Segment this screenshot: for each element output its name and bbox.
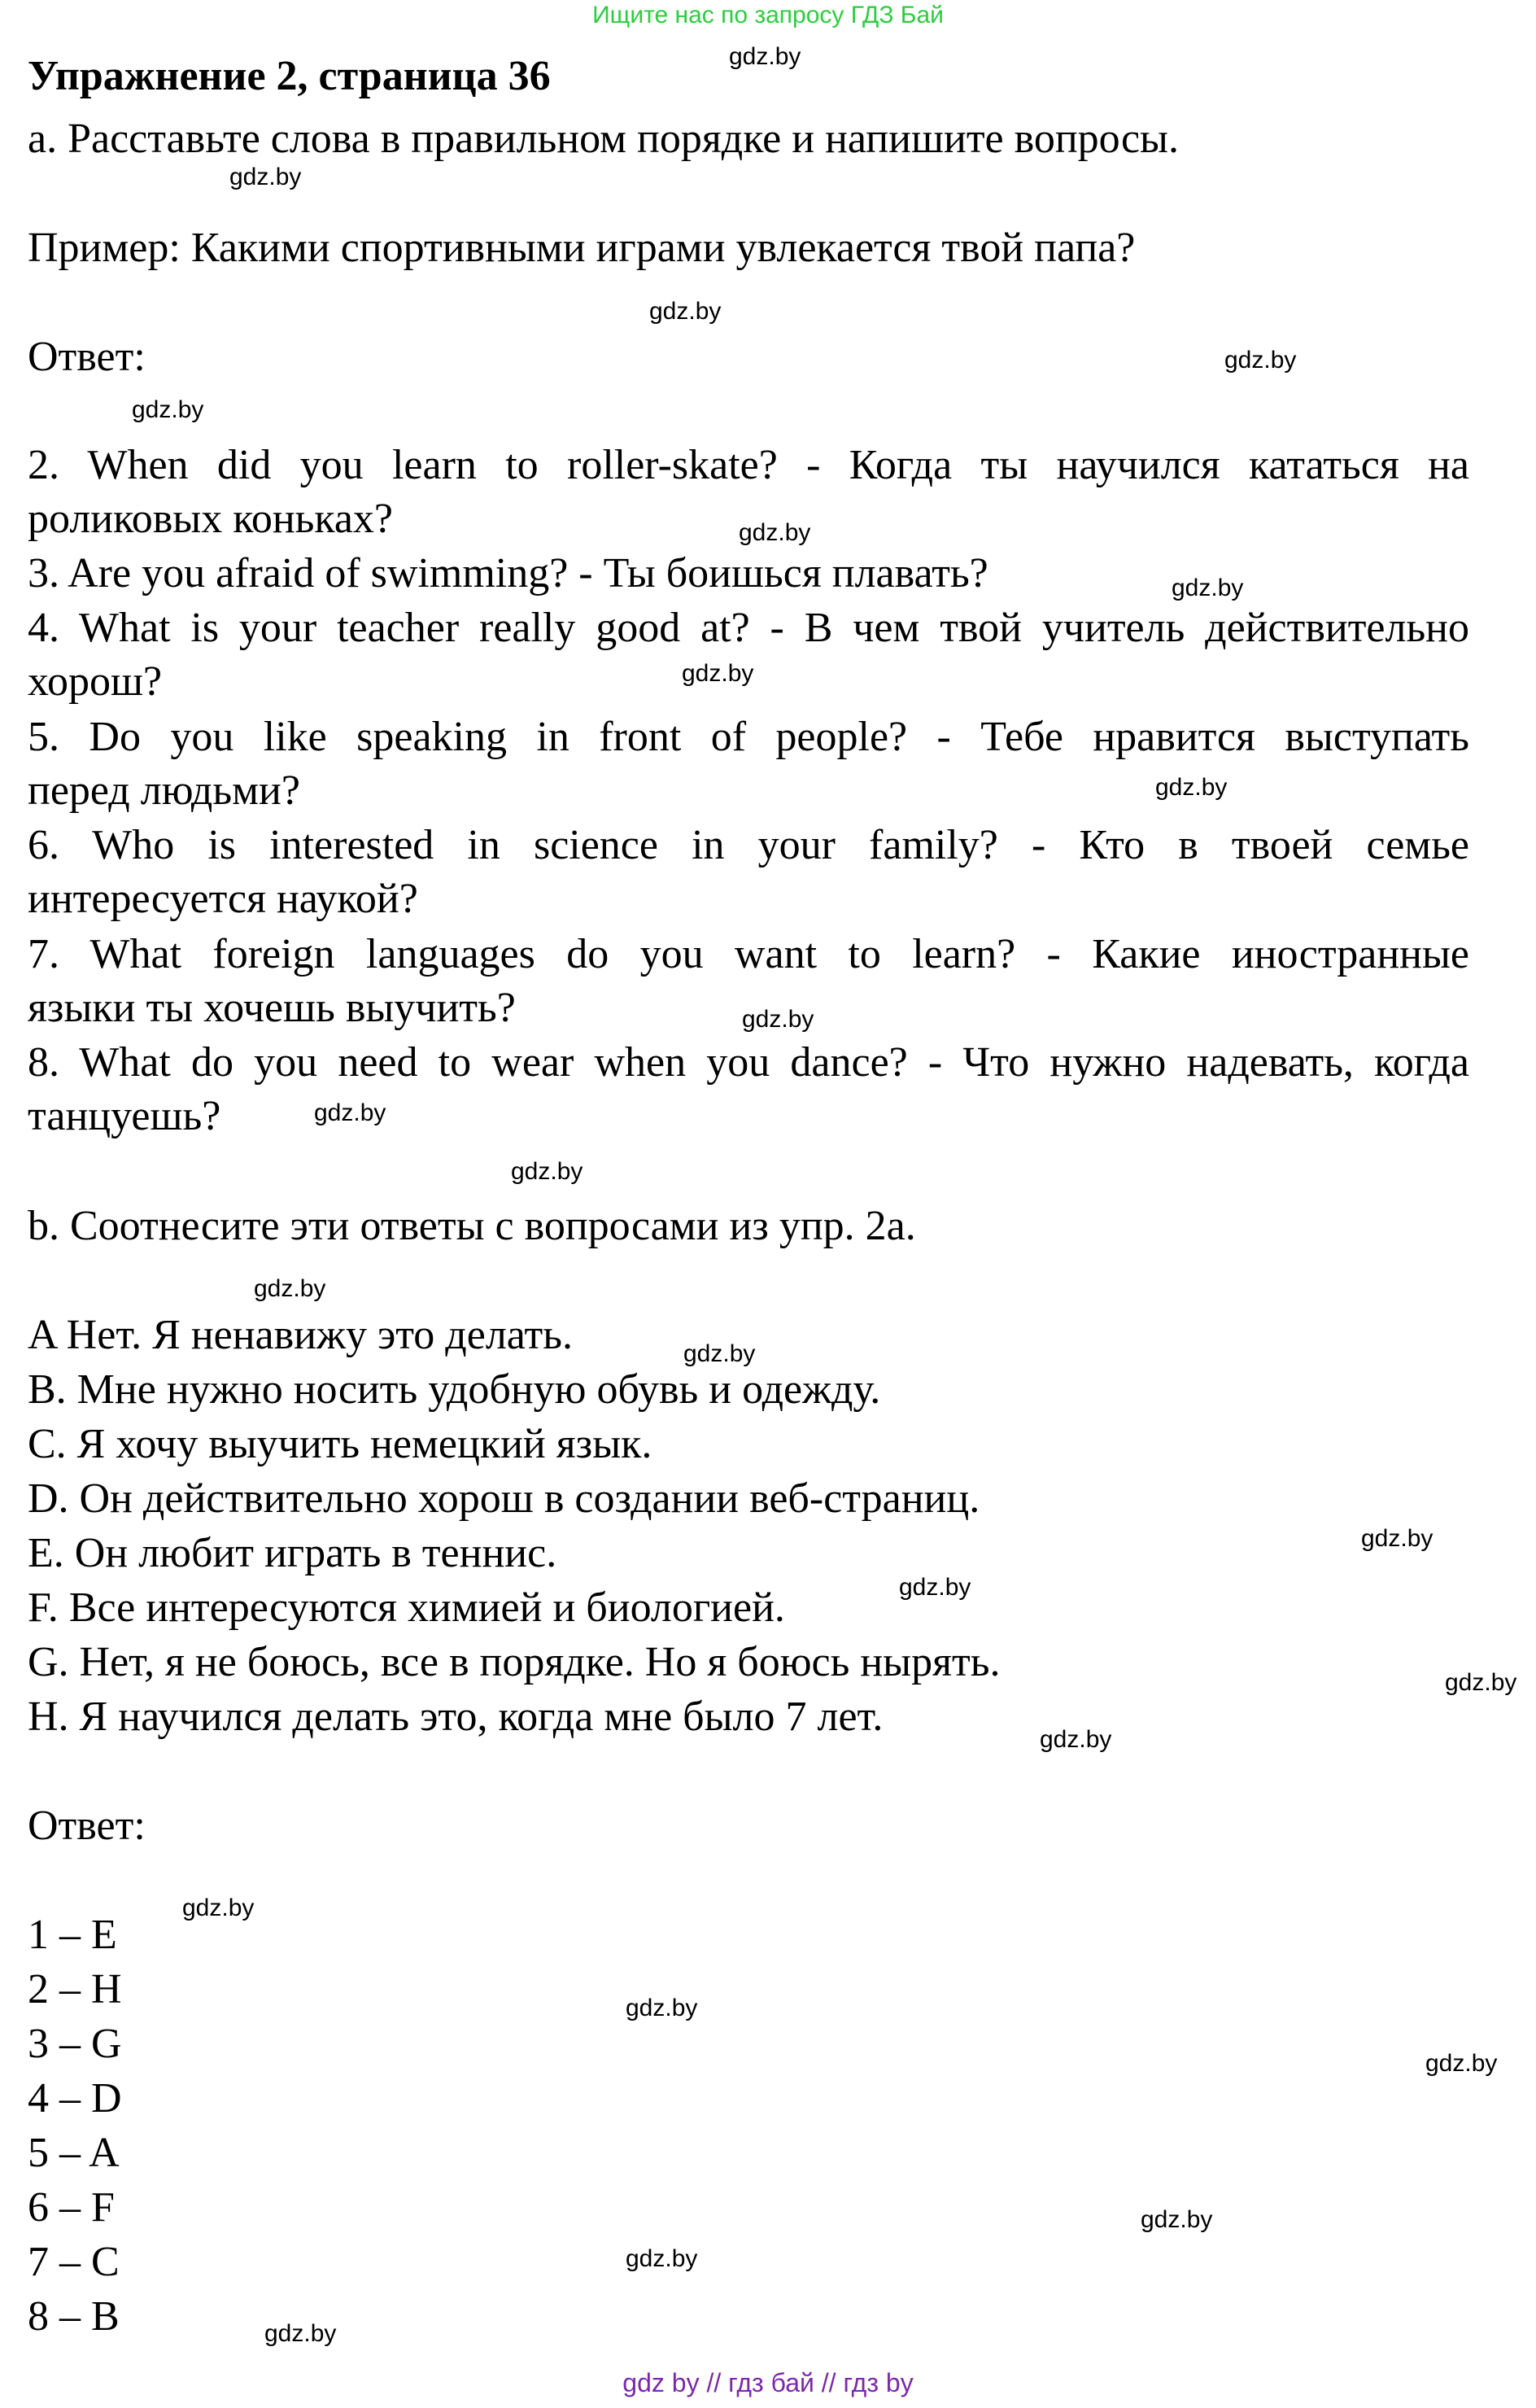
watermark: gdz.by <box>511 1158 583 1185</box>
watermark: gdz.by <box>229 164 302 190</box>
option-c: C. Я хочу выучить немецкий язык. <box>28 1421 652 1467</box>
answer-line-4: 4. What is your teacher really good at? - В чем твой учитель действительно <box>28 605 1469 651</box>
example-line: Пример: Какими спортивными играми увлекается твой папа? <box>28 225 1136 271</box>
match-5: 5 – A <box>28 2130 120 2176</box>
watermark: gdz.by <box>729 43 801 70</box>
watermark: gdz.by <box>1040 1726 1112 1753</box>
option-b: B. Мне нужно носить удобную обувь и одежду. <box>28 1366 881 1413</box>
watermark: gdz.by <box>742 1006 814 1033</box>
top-banner: Ищите нас по запросу ГДЗ Бай <box>592 2 944 28</box>
answer-line-2-cont: роликовых коньках? <box>28 496 394 542</box>
option-g: G. Нет, я не боюсь, все в порядке. Но я боюсь нырять. <box>28 1639 1001 1685</box>
part-b-instruction: b. Соотнесите эти ответы с вопросами из упр. 2a. <box>28 1203 916 1249</box>
answer-line-5-cont: перед людьми? <box>28 767 300 814</box>
answer-line-8: 8. What do you need to wear when you dance? - Что нужно надевать, когда <box>28 1039 1469 1086</box>
page-title: Упражнение 2, страница 36 <box>28 53 551 99</box>
match-1: 1 – E <box>28 1912 117 1958</box>
answer-line-4-cont: хорош? <box>28 658 163 705</box>
watermark: gdz.by <box>649 298 722 325</box>
match-7: 7 – C <box>28 2239 120 2285</box>
watermark: gdz.by <box>1172 575 1244 601</box>
answer-line-3: 3. Are you afraid of swimming? - Ты боишься плавать? <box>28 550 988 597</box>
watermark: gdz.by <box>683 1340 756 1367</box>
option-f: F. Все интересуются химией и биологией. <box>28 1584 785 1631</box>
watermark: gdz.by <box>626 1995 698 2021</box>
watermark: gdz.by <box>1141 2206 1213 2233</box>
watermark: gdz.by <box>1224 347 1297 374</box>
answer-line-6-cont: интересуется наукой? <box>28 876 418 922</box>
watermark: gdz.by <box>1425 2050 1498 2077</box>
watermark: gdz.by <box>314 1099 386 1126</box>
answer-line-7-cont: языки ты хочешь выучить? <box>28 985 516 1031</box>
watermark: gdz.by <box>1361 1525 1433 1552</box>
answer-line-6: 6. Who is interested in science in your family? - Кто в твоей семье <box>28 822 1469 868</box>
match-2: 2 – H <box>28 1966 122 2012</box>
watermark: gdz.by <box>682 660 754 687</box>
answer-label-a: Ответ: <box>28 334 146 380</box>
watermark: gdz.by <box>132 396 204 423</box>
watermark: gdz.by <box>899 1574 971 1601</box>
option-d: D. Он действительно хорош в создании веб-страниц. <box>28 1475 980 1522</box>
answer-line-8-cont: танцуешь? <box>28 1093 221 1139</box>
match-4: 4 – D <box>28 2075 122 2122</box>
match-3: 3 – G <box>28 2021 122 2067</box>
option-h: H. Я научился делать это, когда мне было 7 лет. <box>28 1693 884 1740</box>
footer-links: gdz by // гдз бай // гдз by <box>622 2368 914 2397</box>
watermark: gdz.by <box>182 1894 255 1921</box>
watermark: gdz.by <box>1155 774 1228 801</box>
match-8: 8 – B <box>28 2293 120 2340</box>
match-6: 6 – F <box>28 2184 115 2231</box>
watermark: gdz.by <box>264 2320 337 2347</box>
answer-label-b: Ответ: <box>28 1803 146 1849</box>
watermark: gdz.by <box>254 1275 326 1302</box>
answer-line-2: 2. When did you learn to roller-skate? - Когда ты научился кататься на <box>28 442 1469 488</box>
option-a: A Нет. Я ненавижу это делать. <box>28 1312 573 1358</box>
answer-line-5: 5. Do you like speaking in front of people? - Тебе нравится выступать <box>28 714 1469 760</box>
watermark: gdz.by <box>1445 1669 1517 1696</box>
watermark: gdz.by <box>739 519 811 546</box>
watermark: gdz.by <box>626 2245 698 2272</box>
answer-line-7: 7. What foreign languages do you want to learn? - Какие иностранные <box>28 931 1469 977</box>
part-a-instruction: a. Расставьте слова в правильном порядке и напишите вопросы. <box>28 116 1179 162</box>
option-e: E. Он любит играть в теннис. <box>28 1530 557 1576</box>
